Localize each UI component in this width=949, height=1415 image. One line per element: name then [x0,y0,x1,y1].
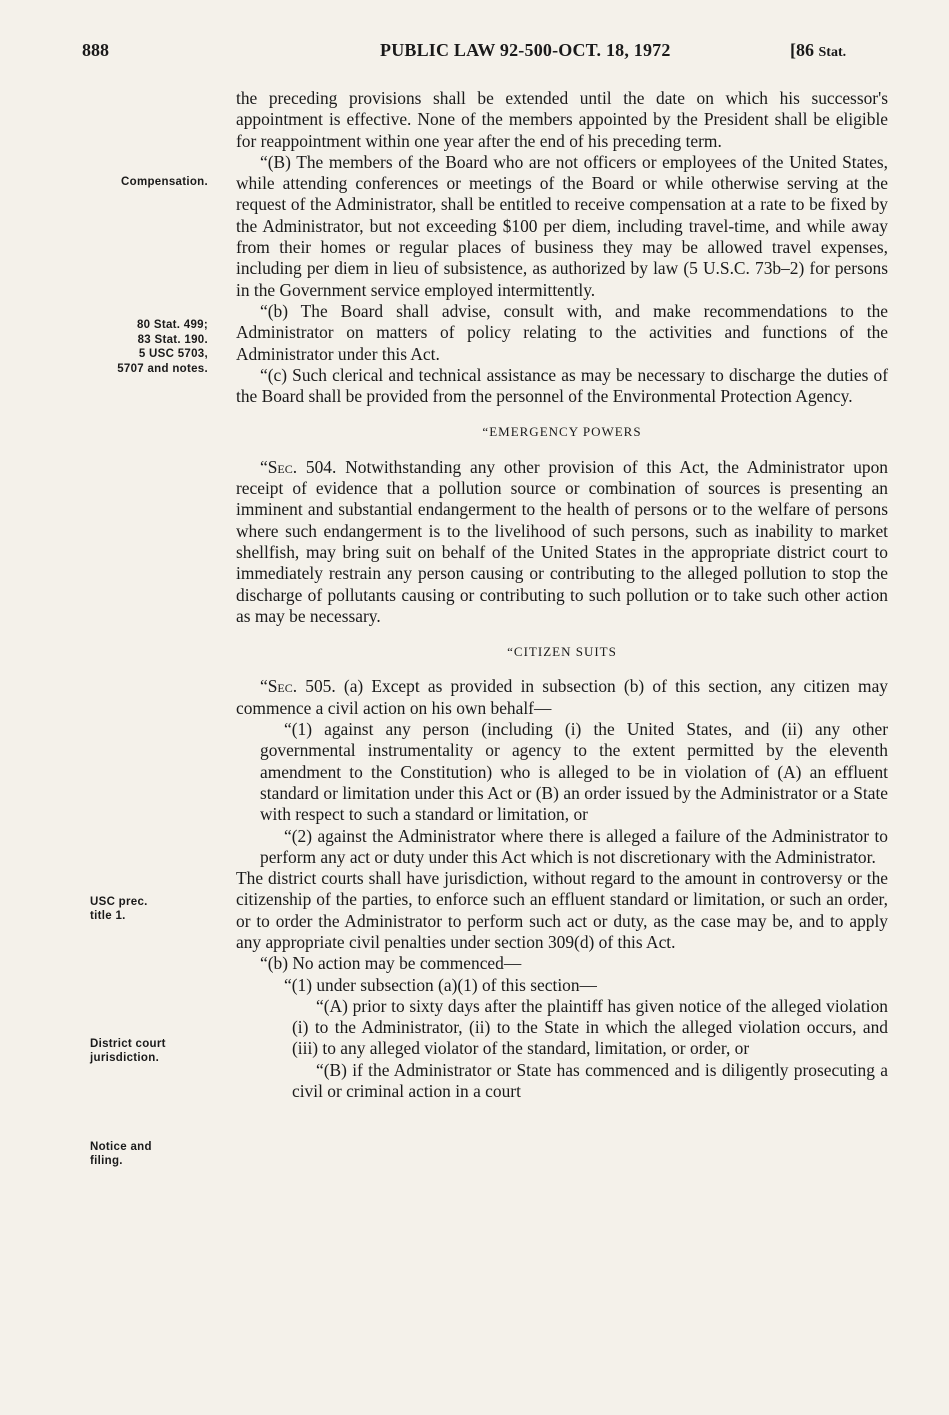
margin-note-citation [78,318,208,376]
volume-reference [790,40,846,61]
district-court-line: jurisdiction. [90,1052,160,1064]
margin-note-district-court [90,1037,240,1065]
heading-emergency-powers: “EMERGENCY POWERS [482,424,642,440]
margin-note-compensation: Compensation. [121,176,208,188]
margin-note-usc-prec [90,895,240,923]
page-number: 888 [82,40,109,60]
paragraph-subsection-b-1: “(1) under subsection (a)(1) of this section— [284,974,597,995]
section-505-text: (a) Except as provided in subsection (b) of this section, any citizen may commence a civil action on his own behalf— [236,676,888,718]
paragraph-section-505 [236,676,888,719]
citation-line: 80 Stat. 499; [136,319,208,331]
paragraph-item-2: “(2) against the Administrator where there is alleged a failure of the Administrator to perform any act or duty under this Act which is not discretionary with the Administrator. [260,825,888,867]
paragraph-continuation: the preceding provisions shall be extended until the date on which his successor's appointment is effective. None of the members appointed by the President shall be eligible for reappointment within one year after the end of his preceding term. [236,88,888,151]
heading-citizen-suits: “CITIZEN SUITS [507,644,617,660]
section-504-text: Notwithstanding any other provision of this Act, the Administrator upon receipt of evidence that a pollution source or combination of sources is presenting an imminent and substantial endangerment to the health of persons or to the welfare of persons where such endangerment is to the livelihood of such persons, such as inability to market shellfish, may bring suit on behalf of the United States in the appropriate district court to immediately restrain any person causing or contributing to the alleged pollution to stop the discharge of pollutants causing or contributing to such pollution or to take such other action as may be necessary. [236,456,888,626]
section-505-label: “Sec. 505. [260,676,336,697]
paragraph-district-court: The district courts shall have jurisdiction, without regard to the amount in controversy or the citizenship of the parties, to enforce such an effluent standard or limitation, or such an order, or to order the Administrator to perform such act or duty, as the case may be, and to apply any appropriate civil penalties under section 309(d) of this Act. [236,868,888,952]
paragraph-section-504 [236,457,888,627]
body-text [236,88,888,1102]
citation-line: 83 Stat. 190. [137,333,208,346]
citation-line: 5707 and notes. [117,362,208,375]
running-title: PUBLIC LAW 92-500-OCT. 18, 1972 [380,40,671,60]
usc-prec-line: title 1. [90,910,126,922]
notice-filing-line: Notice and [90,1141,152,1153]
volume-label: Stat. [818,45,847,60]
district-court-line: District court [90,1038,166,1050]
usc-prec-line: USC prec. [90,896,148,908]
citation-line: 5 USC 5703, [138,348,208,360]
paragraph-item-1: “(1) against any person (including (i) the United States, and (ii) any other governmental instrumentality or agency to the extent permitted by the eleventh amendment to the Constitution) who is alleged to be in violation of (A) an effluent standard or limitation under this Act or (B) an order issued by the Administrator or a State with respect to such a standard or limitation, or [260,719,888,825]
volume-prefix: [86 [790,40,819,60]
paragraph-compensation: “(B) The members of the Board who are not officers or employees of the United States, while attending conferences or meetings of the Board or while otherwise serving at the request of the Administrator, shall be entitled to receive compensation at a rate to be fixed by the Administrator, but not exceeding $100 per diem, including travel-time, and while away from their homes or regular places of business they may be allowed travel expenses, including per diem in lieu of subsistence, as authorized by law (5 U.S.C. 73b–2) for persons in the Government service employed intermittently. [236,151,888,300]
margin-note-notice-filing [90,1140,240,1168]
paragraph-subsection-b-1-B: “(B) if the Administrator or State has commenced and is diligently prosecuting a civil or criminal action in a court [292,1059,888,1102]
paragraph-board-advise: “(b) The Board shall advise, consult with, and make recommendations to the Administrator on matters of policy relating to the activities and functions of the Administrator under this Act. [236,300,888,364]
section-504-label: “Sec. 504. [260,456,337,477]
paragraph-clerical-assistance: “(c) Such clerical and technical assistance as may be necessary to discharge the duties of the Board shall be provided from the personnel of the Environmental Protection Agency. [236,364,888,407]
paragraph-subsection-b: “(b) No action may be commenced— [260,953,522,974]
notice-filing-line: filing. [90,1155,123,1167]
paragraph-subsection-b-1-A: “(A) prior to sixty days after the plaintiff has given notice of the alleged violation (i) to the Administrator, (ii) to the State in which the alleged violation occurs, and (iii) to any alleged violator of the standard, limitation, or order, or [292,995,888,1059]
